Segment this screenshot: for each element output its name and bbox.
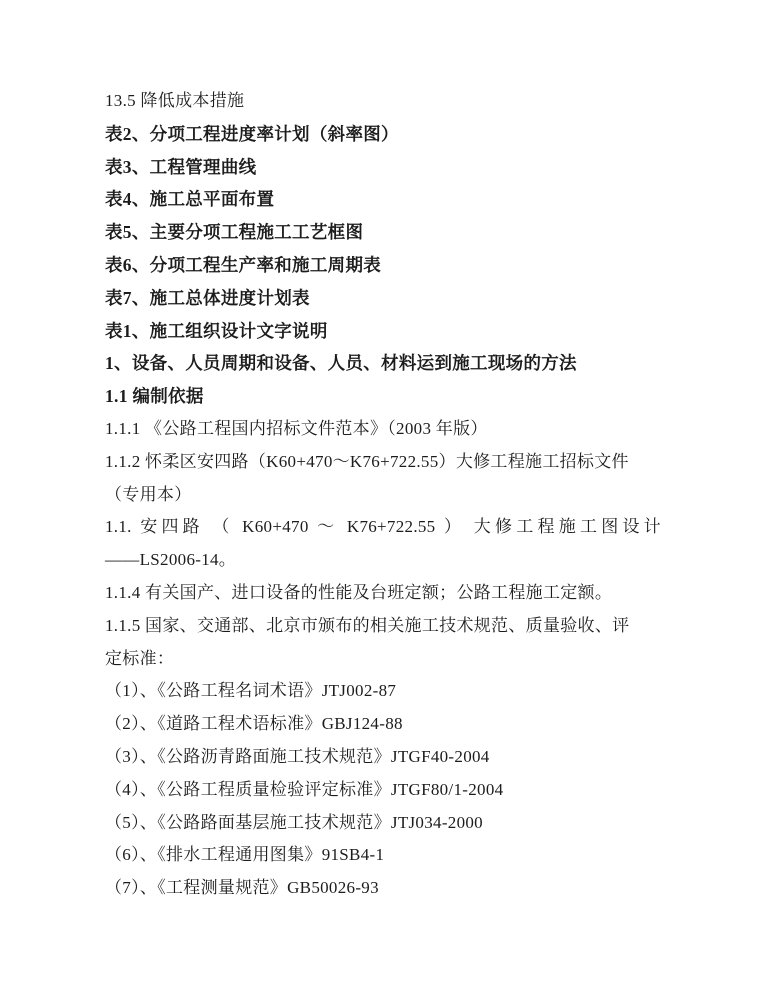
- standard-item-5: （5）、《公路路面基层施工技术规范》JTJ034-2000: [105, 812, 483, 832]
- standard-item-3: （3）、《公路沥青路面施工技术规范》JTGF40-2004: [105, 746, 490, 766]
- standard-item-7: （7）、《工程测量规范》GB50026-93: [105, 878, 379, 898]
- table-2-heading: 表2、分项工程进度率计划（斜率图）: [105, 123, 399, 144]
- table-3-heading: 表3、工程管理曲线: [105, 156, 257, 177]
- section-1-heading: 1、设备、人员周期和设备、人员、材料运到施工现场的方法: [105, 353, 577, 374]
- table-1-heading: 表1、施工组织设计文字说明: [105, 320, 328, 341]
- table-4-heading: 表4、施工总平面布置: [105, 189, 275, 210]
- clause-1-1-3-line-2: ——LS2006-14。: [105, 550, 237, 570]
- clause-1-1-1: 1.1.1 《公路工程国内招标文件范本》（2003 年版）: [105, 418, 488, 438]
- document-body: [105, 85, 661, 905]
- clause-1-1-5-line-2: 定标准：: [105, 648, 175, 668]
- standard-item-1: （1）、《公路工程名词术语》JTJ002-87: [105, 681, 397, 701]
- standard-item-2: （2）、《道路工程术语标准》GBJ124-88: [105, 714, 403, 734]
- clause-1-1-5-line-1: 1.1.5 国家、交通部、北京市颁布的相关施工技术规范、质量验收、评: [105, 615, 630, 635]
- standard-item-4: （4）、《公路工程质量检验评定标准》JTGF80/1-2004: [105, 779, 504, 799]
- section-1-1-heading: 1.1 编制依据: [105, 386, 204, 407]
- table-6-heading: 表6、分项工程生产率和施工周期表: [105, 254, 382, 275]
- clause-1-1-2-line-2: （专用本）: [105, 484, 192, 504]
- table-5-heading: 表5、主要分项工程施工工艺框图: [105, 222, 364, 243]
- clause-1-1-2-line-1: 1.1.2 怀柔区安四路（K60+470～K76+722.55）大修工程施工招标文件: [105, 451, 629, 471]
- clause-1-1-3-line-1: 1.1. 安四路 （ K60+470 ～ K76+722.55 ） 大修工程施工图设计: [105, 517, 661, 537]
- clause-1-1-4: 1.1.4 有关国产、进口设备的性能及台班定额；公路工程施工定额。: [105, 582, 613, 602]
- table-7-heading: 表7、施工总体进度计划表: [105, 287, 310, 308]
- section-13-5-heading: 13.5 降低成本措施: [105, 91, 245, 110]
- standard-item-6: （6）、《排水工程通用图集》91SB4-1: [105, 845, 385, 865]
